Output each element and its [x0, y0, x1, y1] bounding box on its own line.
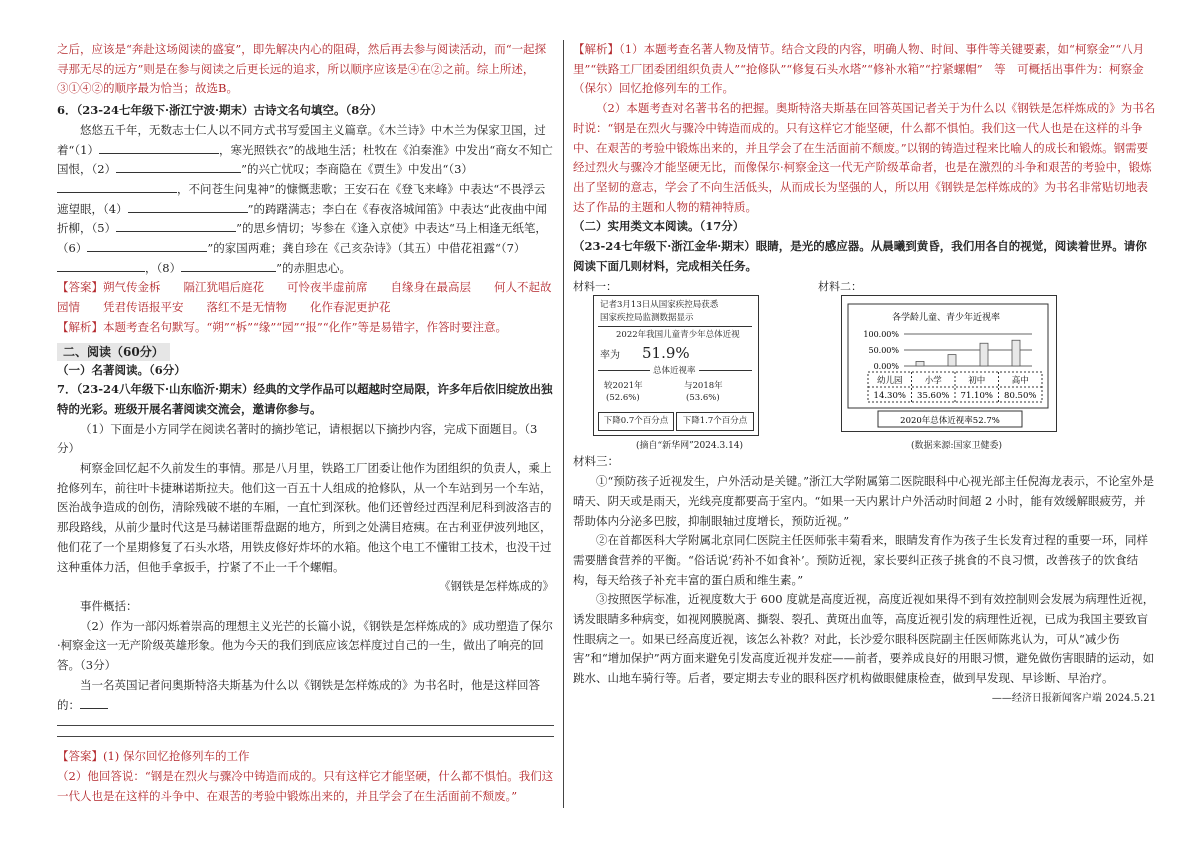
- material-1-label: 材料一：: [573, 280, 617, 294]
- m1-subtitle: 总体近视率: [650, 365, 699, 378]
- material-1-source: (摘自“新华网”2024.3.14): [636, 441, 744, 452]
- material-3-label: 材料三：: [573, 454, 619, 469]
- question-7-answer-1: 【答案】(1) 保尔回忆抢修列车的工作: [57, 749, 250, 764]
- m1-line: 记者3月13日从国家疾控局获悉: [600, 300, 719, 311]
- x-category-label: 幼儿园: [876, 376, 903, 387]
- material-3-para-2: ②在首都医科大学附属北京同仁医院主任医师张丰菊看来，眼睛发育作为孩子生长发育过程的重要一环，同样需要膳食营养的平衡。“俗话说‘药补不如食补’。预防近视，家长要纠正孩子挑食的不良习惯，改善孩子的饮食结构，每天给孩子补充丰富的蛋白质和维生素。”: [573, 533, 1148, 587]
- bar-4: [1012, 341, 1020, 367]
- y-tick-label: 100.00%: [863, 330, 899, 340]
- analysis-part-1: 【解析】（1）本题考查名著人物及情节。结合文段的内容，明确人物、时间、事件等关键要素，如“柯察金”“八月里”“铁路工厂团委团组织负责人”“抢修队”“修复石头水塔”“修补水箱”“拧紧螺帽” 等 可概括出事件为：柯察金（保尔）回忆抢修列车的工作。: [573, 42, 1145, 96]
- m1-compare: 较2021年: [604, 381, 643, 392]
- material-1-box: [593, 295, 759, 436]
- question-6-text: 悠悠五千年，无数志士仁人以不同方式书写爱国主义篇章。《木兰诗》中木兰为保家卫国，过着“（1） ，寒光照铁衣”的战地生活；杜牧在《泊秦淮》中发出“商女不知亡国恨，（2） ”的兴亡忧叹；李商隐在《贾生》中发出“（3），不问苍生问鬼神”的慷慨悲歌；王安石在《登飞来峰》中表达“不畏浮云遮望眼，（4） ”的踌躇满志；李白在《春夜洛城闻笛》中表达“此夜曲中闻折柳，（5） ”的思乡情切；岑参在《逢入京使》中表达“马上相逢无纸笔，（6） ”的家国两难；龚自珍在《己亥杂诗》（其五）中借花祖露“（7），（8） ”的赤胆忠心。: [57, 122, 553, 275]
- m1-line: 2022年我国儿童青少年总体近视: [616, 330, 740, 341]
- material-3-source: ——经济日报新闻客户端 2024.5.21: [991, 692, 1156, 704]
- question-7-part-2-prompt: 当一名英国记者问奥斯特洛夫斯基为什么以《钢铁是怎样炼成的》为书名时，他是这样回答的：: [57, 677, 540, 712]
- question-7-heading: 7．（23-24八年级下·山东临沂·期末）经典的文学作品可以超越时空局限，许多年后依旧绽放出独特的光彩。班级开展名著阅读交流会，邀请你参与。: [57, 382, 553, 416]
- reading-question-heading: （23-24七年级下·浙江金华·期末）眼睛，是光的感应器。从晨曦到黄昏，我们用各自的视觉，阅读着世界。请你阅读下面几则材料，完成相关任务。: [573, 239, 1147, 273]
- bar-3: [980, 344, 988, 367]
- x-category-label: 初中: [968, 376, 986, 387]
- question-7-part-1: （1）下面是小方同学在阅读名著时的摘抄笔记，请根据以下摘抄内容，完成下面题目。（3分）: [57, 421, 538, 456]
- bar-2: [948, 355, 956, 366]
- section-heading-reading: 二、阅读（60分）: [57, 343, 170, 361]
- m1-line: 率为: [600, 350, 620, 362]
- question-6-answer: 【答案】朔气传金柝 隔江犹唱后庭花 可怜夜半虚前席 自缘身在最高层 何人不起故园情 凭君传语报平安 落红不是无情物 化作春泥更护花: [57, 280, 552, 315]
- total-rate-label: 2020年总体近视率52.7%: [900, 416, 1000, 427]
- material-3-para-3: ③按照医学标准，近视度数大于 600 度就是高度近视，高度近视如果得不到有效控制则会发展为病理性近视，诱发眼睛多种病变，如视网膜脱离、撕裂、裂孔、黄斑出血等，高度近视引发的病理性近视，已成为我国主要致盲性眼病之一。如果已经高度近视，该怎么补救？对此，长沙爱尔眼科医院副主任医师陈兆认为，可从“减少伤害”和“增加保护”两方面来避免引发高度近视并发症——前者，要养成良好的用眼习惯，避免做伤害眼睛的运动，如跳水、山地车骑行等。后者，要定期去专业的眼科医疗机构做眼健康检查，做到早发现、早诊断、早治疗。: [573, 592, 1155, 686]
- question-7-part-2: （2）作为一部闪烁着崇高的理想主义光芒的长篇小说，《钢铁是怎样炼成的》成功塑造了保尔·柯察金这一无产阶级英雄形象。他为今天的我们到底应该怎样度过自己的一生，做出了响亮的回答。（3分）: [57, 618, 554, 673]
- answer-line: [57, 725, 554, 726]
- x-category-label: 小学: [924, 376, 942, 387]
- chart-title: 各学龄儿童、青少年近视率: [891, 313, 1001, 324]
- m1-compare: (53.6%): [686, 393, 720, 404]
- material-2-source: (数据来源:国家卫健委): [911, 441, 1003, 452]
- y-tick-label: 50.00%: [868, 346, 899, 356]
- excerpt-source: 《钢铁是怎样炼成的》: [439, 579, 554, 594]
- question-7-answer-2: （2）他回答说：“钢是在烈火与骤冷中铸造而成的。只有这样它才能坚硬，什么都不惧怕。我们这一代人也是在这样的斗争中、在艰苦的考验中锻炼出来的，并且学会了在生活面前不颓废。”: [57, 768, 554, 803]
- question-6-heading: 6．（23-24七年级下·浙江宁波·期末）古诗文名句填空。（8分）: [57, 103, 383, 118]
- m1-compare: (52.6%): [606, 393, 640, 404]
- data-label: 71.10%: [960, 391, 993, 402]
- excerpt-text: 柯察金回忆起不久前发生的事情。那是八月里，铁路工厂团委让他作为团组织的负责人，乘上抢修列车，前往叶卡捷琳诺斯拉夫。他们这一百五十人组成的抢修队，从一个车站到另一个车站，医治战争造成的创伤，清除残破不堪的车厢，一直忙到深秋。他们还曾经过西涅利尼科到波洛吉的那段路线，从前少量时代这是马赫诺匪帮盘踞的地方，所到之处满目疮痍。在古利亚伊波列地区，他们花了一个星期修复了石头水塔，用铁皮修好炸坏的水箱。他这个电工不懂钳工技术，也没干过这种重体力活，但他手拿扳手，拧紧了不止一千个螺帽。: [57, 461, 552, 574]
- m1-compare: 与2018年: [684, 381, 723, 392]
- data-label: 35.60%: [917, 391, 950, 402]
- myopia-bar-chart: [842, 296, 1056, 431]
- y-tick-label: 0.00%: [873, 362, 899, 372]
- bar-1: [916, 362, 924, 367]
- left-column: [57, 40, 554, 806]
- subsection-heading: （一）名著阅读。（6分）: [57, 362, 186, 377]
- analysis-part-2: （2）本题考查对名著书名的把握。奥斯特洛夫斯基在回答英国记者关于为什么以《钢铁是怎样炼成的》为书名时说：“钢是在烈火与骤冷中铸造而成的。只有这样它才能坚硬，什么都不惧怕。我们这一代人也是在这样的斗争中、在艰苦的考验中锻炼出来的，并且学会了在生活面前不颓废。”以钢的铸造过程来比喻人的成长和锻炼。钢需要经过烈火与骤冷才能坚硬无比，而像保尔·柯察金这一代无产阶级革命者，也是在激烈的斗争和艰苦的考验中，锻炼出了坚韧的意志，学会了不向生活低头，从而成长为坚强的人，所以用《钢铁是怎样炼成的》为书名非常贴切地表达了作品的主题和人物的精神特质。: [573, 101, 1156, 214]
- m1-line: 国家疾控局监测数据显示: [600, 313, 694, 324]
- materials-area: [573, 280, 1156, 450]
- m1-decrease: 下降0.7个百分点: [598, 412, 674, 431]
- right-column: [573, 40, 1156, 709]
- m1-rate: 51.9%: [642, 344, 690, 363]
- answer-line: [57, 736, 554, 737]
- question-6-analysis: 【解析】本题考查名句默写。“朔”“柝”“缘”“园”“报”“化作”等是易错字，作答时要注意。: [57, 319, 508, 334]
- answer-analysis-q5: 之后，应该是“奔赴这场阅读的盛宴”，即先解决内心的阻碍，然后再去参与阅读活动，而“一起探寻那无尽的远方”则是在参与阅读之后更长远的追求，所以顺序应该是④在②之前。综上所述，③①④②的顺序最为恰当；故选B。: [57, 42, 547, 96]
- data-label: 80.50%: [1004, 391, 1037, 402]
- material-2-label: 材料二：: [818, 280, 862, 294]
- m1-decrease: 下降1.7个百分点: [676, 412, 754, 431]
- x-category-label: 高中: [1011, 376, 1029, 387]
- subsection-heading-practical: （二）实用类文本阅读。（17分）: [573, 219, 745, 234]
- material-2-box: [841, 295, 1057, 432]
- event-summary-label: 事件概括：: [80, 598, 138, 613]
- column-divider: [563, 40, 564, 808]
- material-3-para-1: ①“预防孩子近视发生，户外活动是关键。”浙江大学附属第二医院眼科中心视光部主任倪海龙表示，不论室外是晴天、阴天或是雨天，光线亮度都要高于室内。“如果一天内累计户外活动时间超 2 小时，能有效缓解眼疲劳，并帮助体内分泌多巴胺，抑制眼轴过度增长，预防近视。”: [573, 474, 1155, 528]
- data-label: 14.30%: [873, 391, 906, 402]
